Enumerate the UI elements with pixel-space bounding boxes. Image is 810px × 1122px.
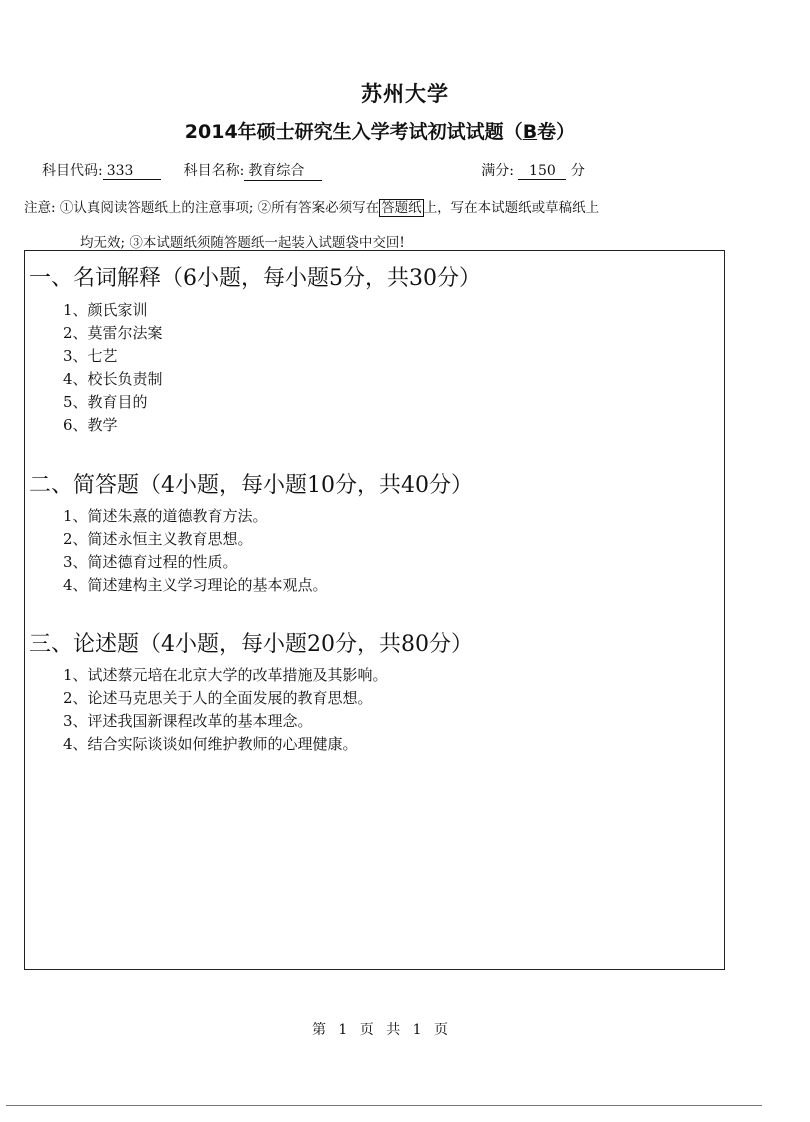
list-item: 3、七艺 <box>63 347 118 365</box>
bottom-divider <box>6 1105 762 1106</box>
name-label: 科目名称: <box>183 163 245 179</box>
exam-paper-letter: B <box>522 121 538 143</box>
list-item: 1、试述蔡元培在北京大学的改革措施及其影响。 <box>63 666 388 684</box>
exam-title-suffix: 卷） <box>537 121 576 143</box>
score-value: 150 <box>518 163 566 180</box>
section-1-items <box>63 299 163 437</box>
list-item: 1、颜氏家训 <box>63 301 148 319</box>
notice-text-a: 注意: ①认真阅读答题纸上的注意事项; ②所有答案必须写在 <box>24 200 380 216</box>
notice-line-2: 均无效; ③本试题纸须随答题纸一起装入试题袋中交回! <box>80 235 405 251</box>
section-heading-3: 三、论述题（4小题，每小题20分，共80分） <box>29 632 473 657</box>
score-label: 满分: <box>481 163 514 179</box>
notice-line-1 <box>24 196 744 216</box>
section-2-items <box>63 505 328 597</box>
list-item: 6、教学 <box>63 416 118 434</box>
list-item: 3、简述德育过程的性质。 <box>63 553 238 571</box>
code-value: 333 <box>103 163 161 180</box>
list-item: 4、简述建构主义学习理论的基本观点。 <box>63 576 328 594</box>
exam-title-prefix: 2014年硕士研究生入学考试初试试题（ <box>184 121 523 143</box>
section-heading-1: 一、名词解释（6小题，每小题5分，共30分） <box>29 266 481 291</box>
page-footer: 第 1 页 共 1 页 <box>311 1022 449 1038</box>
notice-boxed-text: 答题纸 <box>381 200 422 216</box>
list-item: 4、结合实际谈谈如何维护教师的心理健康。 <box>63 735 358 753</box>
section-3-items <box>63 664 388 756</box>
list-item: 2、简述永恒主义教育思想。 <box>63 530 253 548</box>
notice-text-b: 上，写在本试题纸或草稿纸上 <box>423 200 600 216</box>
subject-meta <box>42 160 742 181</box>
code-label: 科目代码: <box>42 163 103 179</box>
list-item: 3、评述我国新课程改革的基本理念。 <box>63 712 313 730</box>
list-item: 4、校长负责制 <box>63 370 163 388</box>
list-item: 2、莫雷尔法案 <box>63 324 163 342</box>
list-item: 1、简述朱熹的道德教育方法。 <box>63 507 268 525</box>
name-value: 教育综合 <box>244 160 322 181</box>
section-heading-2: 二、简答题（4小题，每小题10分，共40分） <box>29 473 473 498</box>
list-item: 5、教育目的 <box>63 393 148 411</box>
university-title: 苏州大学 <box>361 82 449 106</box>
score-unit: 分 <box>570 163 585 179</box>
list-item: 2、论述马克思关于人的全面发展的教育思想。 <box>63 689 373 707</box>
question-frame <box>24 250 725 970</box>
exam-title <box>0 117 760 144</box>
